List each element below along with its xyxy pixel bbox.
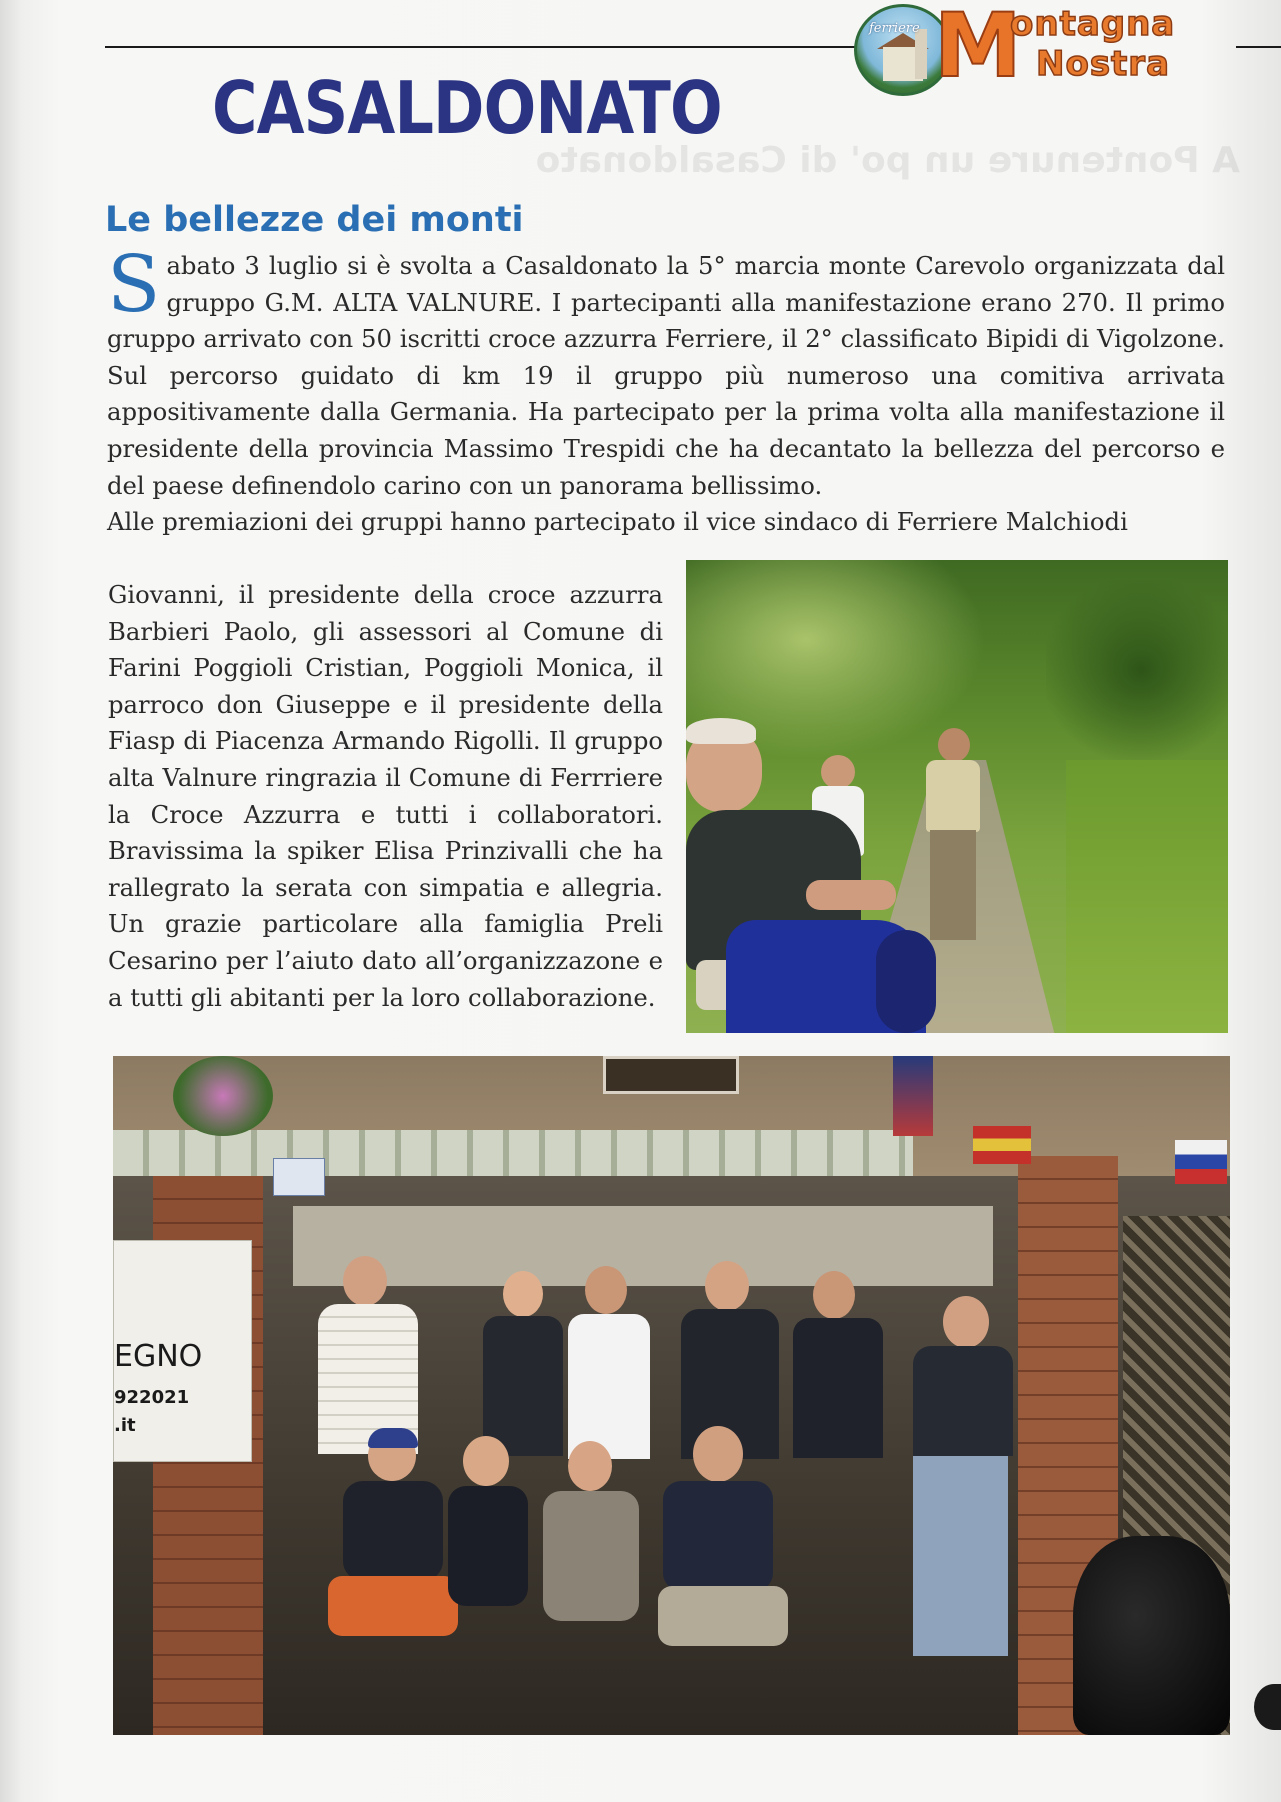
photo-group	[113, 1056, 1230, 1735]
banner-line-2: 922021	[114, 1387, 190, 1408]
photo-trail	[686, 560, 1228, 1033]
banner-line-3: .it	[114, 1415, 136, 1436]
article-title: CASALDONATO	[212, 66, 722, 150]
trash-bag	[1073, 1536, 1230, 1735]
person-jeans	[913, 1456, 1008, 1656]
logo-big-letter: M	[934, 0, 1022, 97]
person-grey-top	[543, 1491, 639, 1621]
flag-finland	[273, 1158, 325, 1196]
walker-2-trousers	[930, 830, 976, 940]
magazine-logo	[850, 0, 1220, 100]
person-head	[705, 1261, 749, 1311]
logo-word-line1: ontagna	[1010, 4, 1176, 44]
person-head	[568, 1441, 612, 1491]
quad-wheel	[876, 930, 936, 1033]
person-head	[343, 1256, 387, 1306]
bleed-through-text: A Pontenure un po' di Casaldonato	[535, 140, 1240, 181]
header-rule	[105, 46, 865, 48]
logo-small-text: ferriere	[869, 21, 920, 36]
person-dark-shirt	[343, 1481, 443, 1581]
person-shorts	[658, 1586, 788, 1646]
article-subtitle: Le bellezze dei monti	[105, 200, 524, 240]
person-head	[943, 1296, 989, 1348]
walker-2-shirt	[926, 760, 980, 832]
person-dark-shirt	[913, 1346, 1013, 1456]
flag-slovakia	[1175, 1140, 1227, 1184]
rider-hair	[686, 718, 756, 744]
person-head	[463, 1436, 509, 1486]
person-dark-shirt	[793, 1318, 883, 1458]
flag-hanging	[893, 1056, 933, 1136]
drop-cap: S	[107, 240, 161, 330]
logo-tower	[915, 29, 927, 79]
person-dark-shirt	[663, 1481, 773, 1591]
event-banner	[113, 1240, 252, 1462]
person-head	[503, 1271, 543, 1317]
person-head	[585, 1266, 627, 1314]
person-dark-shirt	[448, 1486, 528, 1606]
paragraph-1	[107, 240, 1225, 504]
person-head	[813, 1271, 855, 1319]
grass-verge	[1066, 760, 1228, 1033]
rider-arm	[806, 880, 896, 910]
person-cap	[368, 1428, 418, 1448]
header-rule-right	[1236, 46, 1281, 48]
person-orange-trousers	[328, 1576, 458, 1636]
paragraph-2: Alle premiazioni dei gruppi hanno partecipato il vice sindaco di Ferriere Malchiodi	[107, 507, 1128, 536]
back-wall	[293, 1206, 993, 1286]
flag-spain	[973, 1126, 1031, 1164]
walker-1-head	[821, 755, 855, 789]
person-head	[693, 1426, 743, 1482]
flower-pot	[173, 1056, 273, 1136]
person-dark-shirt	[483, 1316, 563, 1456]
paragraph-3: Giovanni, il presidente della croce azzurra Barbieri Paolo, gli assessori al Comune di Farini Poggioli Cristian, Poggioli Monica, il parroco don Giuseppe e il presidente della Fiasp di Piacenza Armando Rigolli. Il gruppo alta Valnure ringrazia il Comune di Ferrriere la Croce Azzurra e tutti i collaboratori. Bravissima la spiker Elisa Prinzivalli che ha rallegrato la serata con simpatia e allegria. Un grazie particolare alla famiglia Preli Cesarino per l’aiuto dato all’organizzazone e a tutti gli abitanti per la loro collaborazione.	[108, 580, 663, 1012]
paragraph-1-text: abato 3 luglio si è svolta a Casaldonato la 5° marcia monte Carevolo organizzata dal gruppo G.M. ALTA VALNURE. I partecipanti alla manifestazione erano 270. Il primo gruppo arrivato con 50 iscritti croce azzurra Ferriere, il 2° classificato Bipidi di Vigolzone. Sul percorso guidato di km 19 il gruppo più numeroso una comitiva arrivata appositivamente dalla Germania. Ha partecipato per la prima volta alla manifestazione il presidente della provincia Massimo Trespidi che ha decantato la bellezza del percorso e del paese definendolo carino con un panorama bellissimo.	[107, 251, 1225, 500]
banner-line-1: EGNO	[114, 1339, 203, 1374]
person-white-shirt	[568, 1314, 650, 1459]
walker-2-head	[938, 728, 970, 762]
window	[603, 1056, 739, 1094]
logo-word-line2: Nostra	[1036, 44, 1171, 84]
dark-trees	[1046, 580, 1228, 760]
